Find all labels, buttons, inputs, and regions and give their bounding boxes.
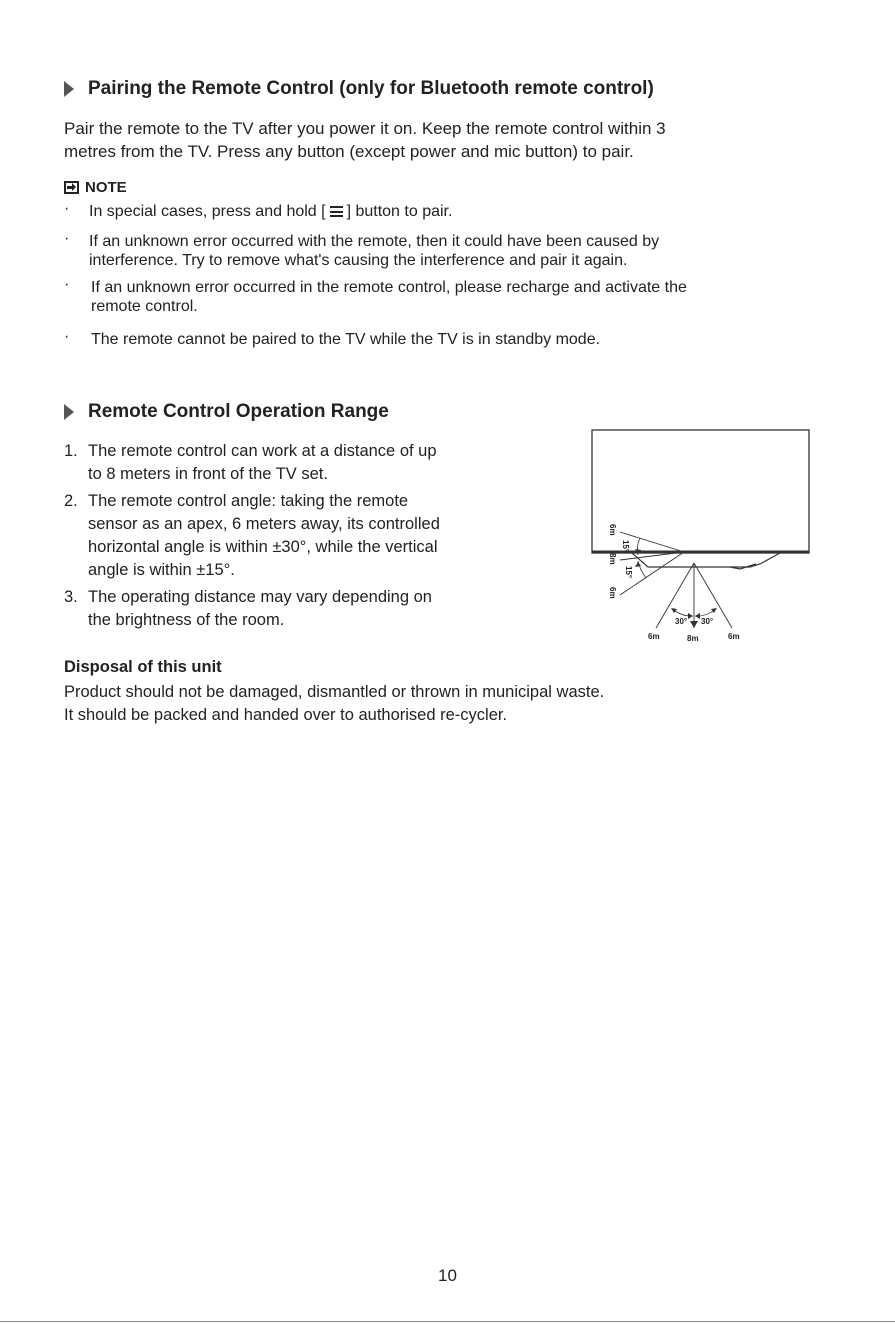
note-arrow-icon	[64, 181, 79, 194]
bottom-rule	[0, 1321, 895, 1322]
operation-range-diagram	[580, 420, 830, 650]
pairing-paragraph-line2: metres from the TV. Press any button (except power and mic button) to pair.	[64, 142, 634, 161]
bottom-angle-right: 30°	[701, 617, 714, 626]
bottom-angle-left: 30°	[675, 617, 688, 626]
range-item-number: 2.	[64, 492, 78, 510]
range-item-1	[64, 440, 524, 486]
note-item-3-line1: If an unknown error occurred in the remote control, please recharge and activate the	[91, 279, 687, 296]
side-angle-bottom: 15°	[624, 566, 633, 579]
note-item-2-line2: interference. Try to remove what's causing the interference and pair it again.	[89, 252, 628, 269]
range-item-2-line2: sensor as an apex, 6 meters away, its controlled	[88, 515, 440, 533]
range-item-3-line1: The operating distance may vary depending on	[88, 588, 432, 606]
note-item-1-pre: In special cases, press and hold [	[89, 203, 326, 220]
triangle-bullet-icon	[64, 81, 74, 97]
range-item-1-line1: The remote control can work at a distance of up	[88, 442, 437, 460]
range-item-2-line4: angle is within ±15°.	[88, 561, 235, 579]
range-item-1-line2: to 8 meters in front of the TV set.	[88, 465, 328, 483]
arrow-head-icon	[635, 562, 641, 567]
range-item-number: 3.	[64, 588, 78, 606]
note-label: NOTE	[85, 179, 127, 196]
note-bullet: ·	[64, 328, 70, 345]
note-item-1-post: ] button to pair.	[346, 203, 453, 220]
arrow-head-icon	[671, 608, 677, 613]
range-item-2	[64, 490, 524, 582]
note-item-2-line1: If an unknown error occurred with the remote, then it could have been caused by	[89, 233, 660, 250]
bottom-center-distance: 8m	[687, 634, 699, 643]
menu-icon	[330, 206, 343, 217]
bottom-left-distance: 6m	[648, 632, 660, 641]
triangle-bullet-icon	[64, 404, 74, 420]
arrow-head-icon	[688, 613, 693, 619]
disposal-line2: It should be packed and handed over to authorised re-cycler.	[64, 706, 508, 724]
side-mid-distance: 8m	[608, 553, 617, 565]
tv-stand	[632, 553, 780, 567]
note-bullet: ·	[64, 200, 70, 217]
pairing-heading	[64, 78, 654, 100]
range-item-number: 1.	[64, 442, 78, 460]
range-heading	[64, 401, 389, 423]
note-bullet: ·	[64, 276, 70, 293]
range-item-3	[64, 586, 524, 632]
disposal-line1: Product should not be damaged, dismantled or thrown in municipal waste.	[64, 683, 605, 701]
note-item-3-line2: remote control.	[91, 298, 198, 315]
note-item-1	[89, 201, 452, 222]
pairing-paragraph-line1: Pair the remote to the TV after you power it on. Keep the remote control within 3	[64, 119, 666, 138]
arrow-head-icon	[690, 621, 698, 628]
range-item-2-line1: The remote control angle: taking the remote	[88, 492, 409, 510]
note-heading	[64, 179, 127, 196]
tv-screen-outline	[592, 430, 809, 553]
disposal-title: Disposal of this unit	[64, 658, 222, 676]
side-angle-top: 15°	[621, 540, 630, 553]
note-item-4: The remote cannot be paired to the TV while the TV is in standby mode.	[91, 331, 601, 348]
side-bottom-distance: 6m	[608, 587, 617, 599]
range-item-2-line3: horizontal angle is within ±30°, while the vertical	[88, 538, 438, 556]
range-title: Remote Control Operation Range	[88, 401, 389, 422]
note-bullet: ·	[64, 230, 70, 247]
arrow-head-icon	[695, 613, 700, 619]
side-top-distance: 6m	[608, 524, 617, 536]
page-number: 10	[438, 1266, 457, 1285]
range-item-3-line2: the brightness of the room.	[88, 611, 285, 629]
pairing-title: Pairing the Remote Control (only for Bluetooth remote control)	[88, 78, 654, 99]
bottom-right-distance: 6m	[728, 632, 740, 641]
